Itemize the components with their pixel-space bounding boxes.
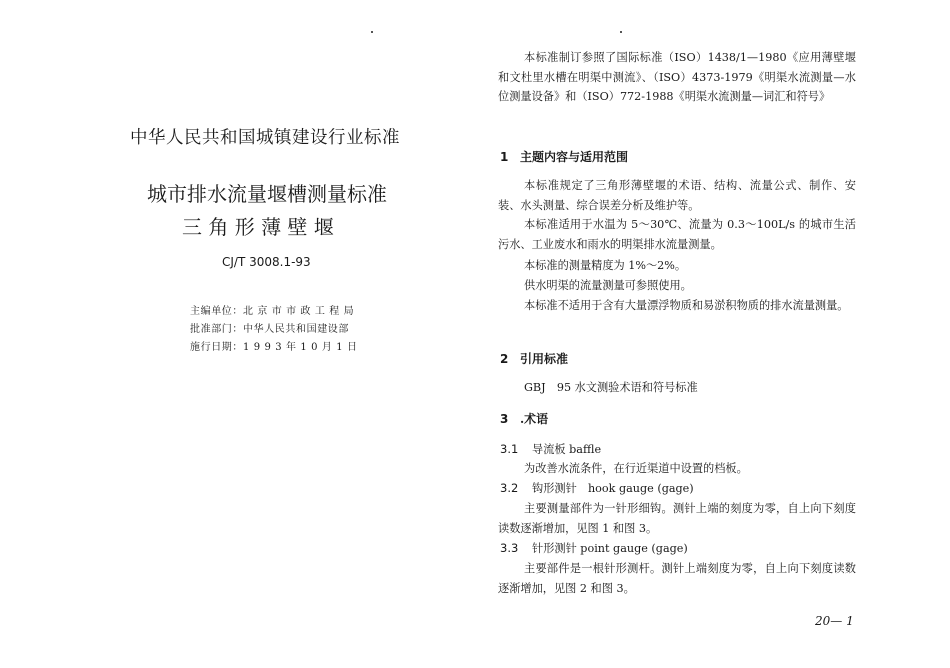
- standard-subtitle: 三 角 形 薄 壁 堰: [182, 215, 334, 239]
- scan-speck: [620, 31, 622, 33]
- clause-description: 主要部件是一根针形测杆。测针上端刻度为零，自上向下刻度读数逐渐增加，见图 2 和图 3。: [498, 562, 856, 595]
- reference-standard: GBJ 95 水文测验术语和符号标准: [524, 381, 698, 394]
- section-2-heading: [500, 350, 568, 367]
- scope-paragraph: 本标准规定了三角形薄壁堰的术语、结构、流量公式、制作、安装、水头测量、综合误差分析及维护等。: [498, 179, 856, 212]
- clause-3-2: [500, 480, 694, 496]
- section-number: 3: [500, 412, 509, 426]
- section-1-heading: [500, 148, 628, 165]
- section-title: 主题内容与适用范围: [520, 150, 629, 164]
- section-number: 1: [500, 150, 509, 164]
- scope-paragraph: 本标准适用于水温为 5～30℃、流量为 0.3～100L/s 的城市生活污水、工业废水和雨水的明渠排水流量测量。: [498, 218, 856, 251]
- meta-editor-unit: 主编单位：北 京 市 市 政 工 程 局: [190, 306, 355, 317]
- standard-code: CJ/T 3008.1-93: [222, 255, 311, 269]
- clause-number: 3.2: [500, 481, 519, 495]
- scope-paragraph: 本标准不适用于含有大量漂浮物质和易淤积物质的排水流量测量。: [524, 299, 849, 312]
- clause-term: 导流板 baffle: [532, 443, 602, 456]
- section-title: 引用标准: [520, 352, 569, 366]
- clause-3-3: [500, 540, 688, 556]
- clause-number: 3.3: [500, 541, 519, 555]
- standard-title: 城市排水流量堰槽测量标准: [147, 182, 387, 206]
- meta-approval-dept: 批准部门：中华人民共和国建设部: [190, 324, 349, 335]
- section-title: .术语: [520, 412, 549, 426]
- section-3-heading: [500, 410, 548, 427]
- clause-description: 为改善水流条件，在行近渠道中设置的档板。: [524, 462, 748, 475]
- intro-paragraph: 本标准制订参照了国际标准（ISO）1438/1—1980《应用薄壁堰和文杜里水槽在明渠中测流》、（ISO）4373-1979《明渠水流测量—水位测量设备》和（ISO）772-1988《明渠水流测量—词汇和符号》: [498, 51, 856, 103]
- meta-effective-date: 施行日期：1 9 9 3 年 1 0 月 1 日: [190, 342, 358, 353]
- scope-paragraph: 本标准的测量精度为 1%～2%。: [524, 259, 687, 272]
- clause-term: 钩形测针 hook gauge (gage): [532, 482, 694, 495]
- scope-paragraph: 供水明渠的流量测量可参照使用。: [524, 279, 692, 292]
- clause-description: 主要测量部件为一针形细钩。测针上端的刻度为零，自上向下刻度读数逐渐增加，见图 1 和图 3。: [498, 502, 856, 535]
- section-number: 2: [500, 352, 509, 366]
- clause-3-1: [500, 441, 601, 457]
- org-header: 中华人民共和国城镇建设行业标准: [130, 128, 400, 148]
- clause-number: 3.1: [500, 442, 519, 456]
- page-number: 20— 1: [815, 614, 854, 628]
- scan-speck: [371, 31, 373, 33]
- clause-term: 针形测针 point gauge (gage): [532, 542, 688, 555]
